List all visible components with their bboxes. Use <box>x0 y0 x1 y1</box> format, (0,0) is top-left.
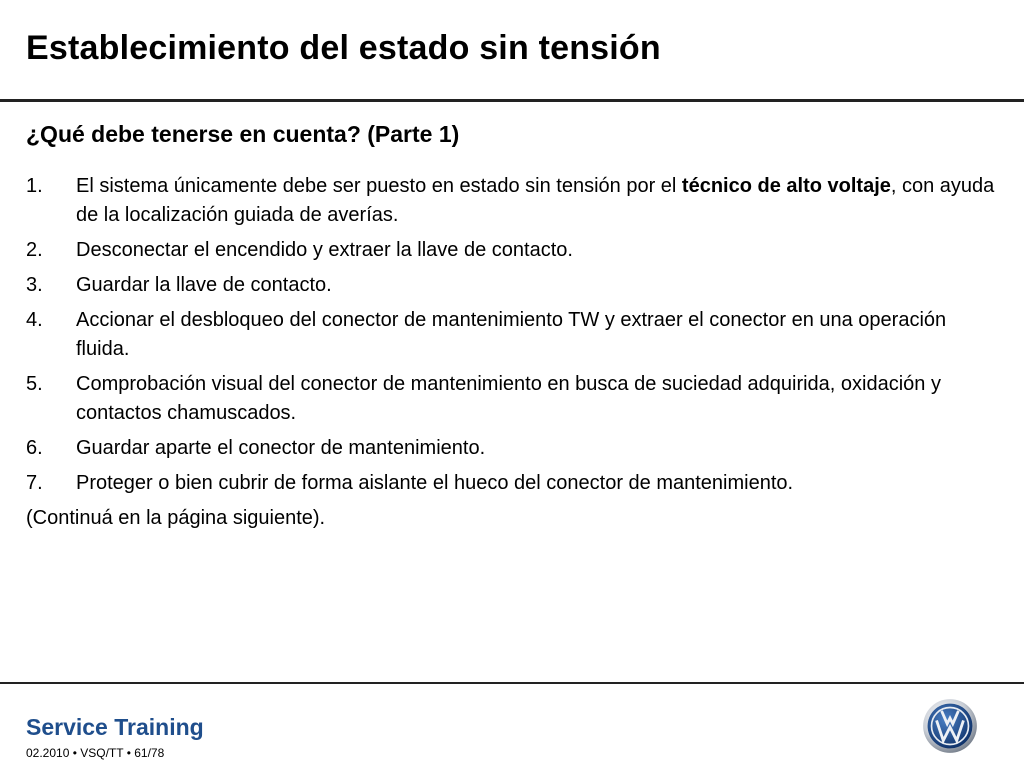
footer-brand: Service Training <box>26 714 204 740</box>
list-text: Proteger o bien cubrir de forma aislante el hueco del conector de mantenimiento. <box>76 472 794 494</box>
list-item <box>26 306 1001 364</box>
list-text <box>76 172 1001 230</box>
title-divider <box>0 99 1024 102</box>
list-text: Guardar aparte el conector de mantenimiento. <box>76 437 486 459</box>
footer-divider <box>0 682 1024 684</box>
list-number: 1. <box>26 175 43 197</box>
list-item <box>26 236 1001 265</box>
footer-meta: 02.2010 • VSQ/TT • 61/78 <box>26 746 165 760</box>
slide-title: Establecimiento del estado sin tensión <box>26 29 661 67</box>
list-number: 3. <box>26 274 43 296</box>
list-text-bold: técnico de alto voltaje <box>681 175 891 197</box>
list-number: 5. <box>26 373 43 395</box>
list-item <box>26 370 1001 428</box>
list-text: Comprobación visual del conector de mantenimiento en busca de suciedad adquirida, oxidación y contactos chamuscados. <box>76 373 941 424</box>
list-text-part: , con ayuda de la localización guiada de averías. <box>76 175 995 226</box>
list-text: Accionar el desbloqueo del conector de mantenimiento TW y extraer el conector en una operación fluida. <box>76 309 947 360</box>
continuation-note: (Continuá en la página siguiente). <box>26 507 326 529</box>
list-item <box>26 271 1001 300</box>
list-text: Guardar la llave de contacto. <box>76 274 332 296</box>
list-text-part: El sistema únicamente debe ser puesto en estado sin tensión por el <box>76 175 682 197</box>
list-item <box>26 434 1001 463</box>
list-item <box>26 469 1001 498</box>
vw-logo-icon <box>922 698 978 754</box>
list-number: 6. <box>26 437 43 459</box>
steps-list <box>26 172 1001 533</box>
list-number: 4. <box>26 309 43 331</box>
list-number: 2. <box>26 239 43 261</box>
list-item <box>26 172 1001 230</box>
list-number: 7. <box>26 472 43 494</box>
list-text: Desconectar el encendido y extraer la llave de contacto. <box>76 239 573 261</box>
slide-subtitle: ¿Qué debe tenerse en cuenta? (Parte 1) <box>26 121 460 147</box>
